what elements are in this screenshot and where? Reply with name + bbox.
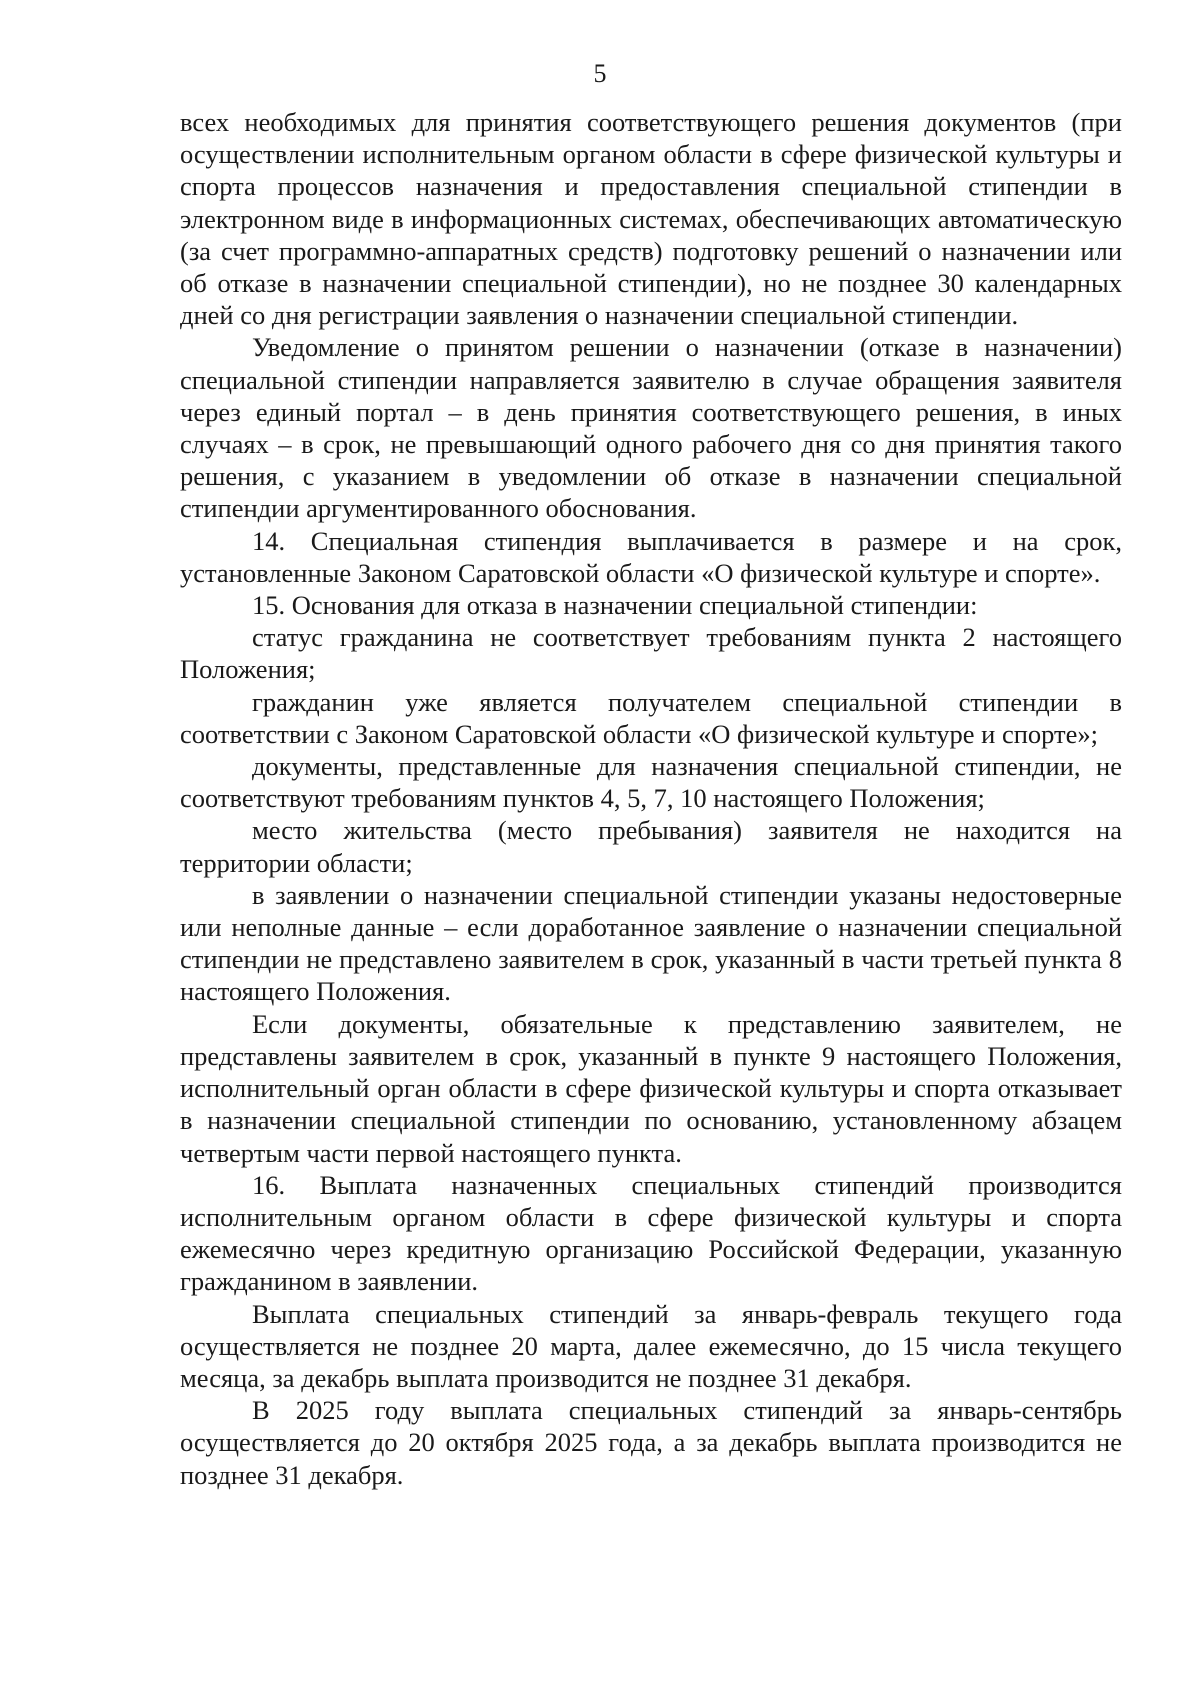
paragraph-item-16: 16. Выплата назначенных специальных стипендий производится исполнительным органом области в сфере физической культуры и спорта ежемесячно через кредитную организацию Российской Федерации, указанную гражданином в заявлении. — [180, 1169, 1122, 1297]
paragraph-decision-deadline: всех необходимых для принятия соответствующего решения документов (при осуществлении исполнительным органом области в сфере физической культуры и спорта процессов назначения и предоставления специальной стипендии в электронном виде в информационных системах, обеспечивающих автоматическую (за счет программно-аппаратных средств) подготовку решений о назначении или об отказе в назначении специальной стипендии), но не позднее 30 календарных дней со дня регистрации заявления о назначении специальной стипендии. — [180, 107, 1122, 331]
paragraph-item-14: 14. Специальная стипендия выплачивается в размере и на срок, установленные Законом Саратовской области «О физической культуре и спорте». — [180, 525, 1122, 588]
page-number: 5 — [593, 59, 607, 88]
paragraph-refusal-already-recipient: гражданин уже является получателем специальной стипендии в соответствии с Законом Саратовской области «О физической культуре и спорте»; — [180, 686, 1122, 749]
paragraph-refusal-missing-documents: Если документы, обязательные к представлению заявителем, не представлены заявителем в срок, указанный в пункте 9 настоящего Положения, исполнительный орган области в сфере физической культуры и спорта отказывает в назначении специальной стипендии по основанию, установленному абзацем четвертым части первой настоящего пункта. — [180, 1008, 1122, 1168]
paragraph-refusal-data: в заявлении о назначении специальной стипендии указаны недостоверные или неполные данные – если доработанное заявление о назначении специальной стипендии не представлено заявителем в срок, указанный в части третьей пункта 8 настоящего Положения. — [180, 879, 1122, 1007]
paragraph-payment-2025: В 2025 году выплата специальных стипендий за январь-сентябрь осуществляется до 20 октября 2025 года, а за декабрь выплата производится не позднее 31 декабря. — [180, 1395, 1122, 1490]
paragraph-refusal-status: статус гражданина не соответствует требованиям пункта 2 настоящего Положения; — [180, 622, 1122, 685]
paragraph-refusal-documents: документы, представленные для назначения специальной стипендии, не соответствуют требованиям пунктов 4, 5, 7, 10 настоящего Положения; — [180, 751, 1122, 814]
paragraph-notification: Уведомление о принятом решении о назначении (отказе в назначении) специальной стипендии направляется заявителю в случае обращения заявителя через единый портал – в день принятия соответствующего решения, в иных случаях – в срок, не превышающий одного рабочего дня со дня принятия такого решения, с указанием в уведомлении об отказе в назначении специальной стипендии аргументированного обоснования. — [180, 332, 1122, 524]
paragraph-item-15: 15. Основания для отказа в назначении специальной стипендии: — [252, 590, 978, 621]
document-body — [180, 106, 1122, 1491]
paragraph-payment-schedule: Выплата специальных стипендий за январь-февраль текущего года осуществляется не позднее 20 марта, далее ежемесячно, до 15 числа текущего месяца, за декабрь выплата производится не позднее 31 декабря. — [180, 1298, 1122, 1393]
paragraph-refusal-residence: место жительства (место пребывания) заявителя не находится на территории области; — [180, 815, 1122, 878]
